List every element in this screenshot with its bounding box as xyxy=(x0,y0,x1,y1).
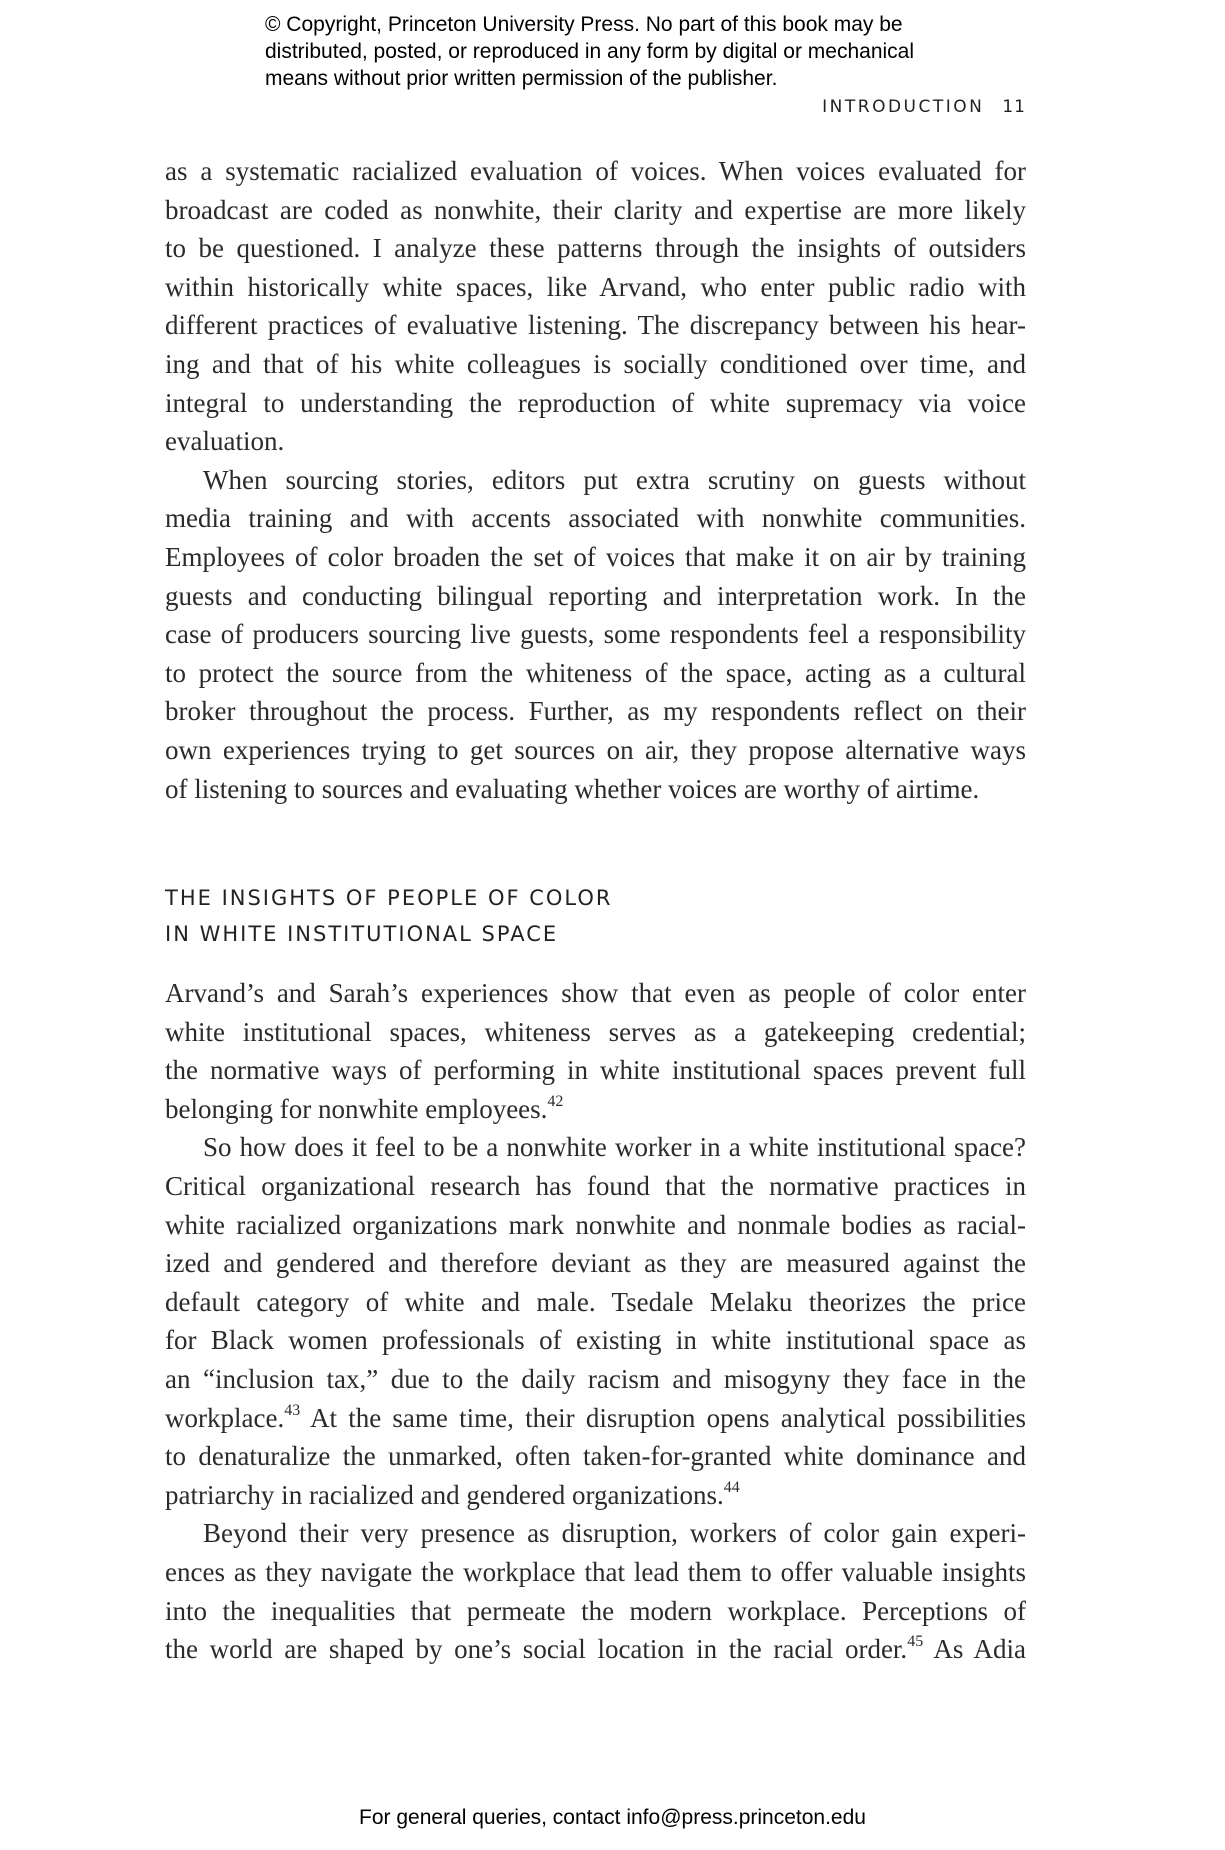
text-run: At the same time, their disruption opens analytical possibilities xyxy=(300,1402,1026,1433)
text-line: Critical organizational research has found that the normative practices in xyxy=(165,1171,1026,1202)
text-line: evaluation. xyxy=(165,426,285,457)
paragraph xyxy=(165,1128,1026,1514)
text-line: to be questioned. I analyze these patterns through the insights of outsiders xyxy=(165,233,1026,264)
text-line: Beyond their very presence as disruption, workers of color gain experi- xyxy=(203,1518,1026,1549)
paragraph xyxy=(165,974,1026,1128)
paragraph xyxy=(165,461,1026,808)
text-line: own experiences trying to get sources on air, they propose alternative ways xyxy=(165,734,1026,765)
text-line: to denaturalize the unmarked, often taken-for-granted white dominance and xyxy=(165,1441,1026,1472)
footnote-ref-43[interactable]: 43 xyxy=(284,1401,301,1419)
text-line: media training and with accents associated with nonwhite communities. xyxy=(165,503,1026,534)
text-line: integral to understanding the reproduction of white supremacy via voice xyxy=(165,387,1026,418)
page-number: 11 xyxy=(1002,97,1026,117)
text-line: Employees of color broaden the set of voices that make it on air by training xyxy=(165,541,1026,572)
text-line xyxy=(165,1399,1026,1438)
footnote-ref-44[interactable]: 44 xyxy=(723,1478,740,1496)
text-line: So how does it feel to be a nonwhite worker in a white institutional space? xyxy=(203,1132,1026,1163)
text-line: as a systematic racialized evaluation of voices. When voices evaluated for xyxy=(165,156,1026,186)
text-line: different practices of evaluative listening. The discrepancy between his hear- xyxy=(165,310,1026,341)
text-line: Arvand’s and Sarah’s experiences show that even as people of color enter xyxy=(165,978,1026,1009)
section-heading-line: IN WHITE INSTITUTIONAL SPACE xyxy=(165,922,559,947)
text-line xyxy=(165,1630,1026,1669)
running-head xyxy=(822,97,1026,117)
body-text xyxy=(165,152,1026,1669)
text-line: into the inequalities that permeate the modern workplace. Perceptions of xyxy=(165,1595,1026,1626)
copyright-line: distributed, posted, or reproduced in any form by digital or mechanical xyxy=(265,40,915,63)
text-run: As Adia xyxy=(923,1634,1027,1665)
running-head-title: INTRODUCTION xyxy=(822,97,985,117)
paragraph xyxy=(165,152,1026,461)
text-line: for Black women professionals of existing in white institutional space as xyxy=(165,1325,1026,1356)
text-line: broadcast are coded as nonwhite, their clarity and expertise are more likely xyxy=(165,194,1026,225)
text-line: ing and that of his white colleagues is socially conditioned over time, and xyxy=(165,348,1026,379)
copyright-line: means without prior written permission of the publisher. xyxy=(265,67,778,90)
text-line: ences as they navigate the workplace that lead them to offer valuable insights xyxy=(165,1557,1026,1587)
footnote-ref-42[interactable]: 42 xyxy=(547,1092,564,1110)
text-line: within historically white spaces, like Arvand, who enter public radio with xyxy=(165,271,1026,302)
copyright-notice xyxy=(265,11,1025,92)
footnote-ref-45[interactable]: 45 xyxy=(907,1633,924,1651)
text-line: of listening to sources and evaluating whether voices are worthy of airtime. xyxy=(165,773,980,804)
copyright-line: © Copyright, Princeton University Press. No part of this book may be xyxy=(265,13,903,36)
text-run: workplace. xyxy=(165,1402,285,1433)
text-run: the world are shaped by one’s social location in the racial order. xyxy=(165,1634,908,1665)
section-heading-line: THE INSIGHTS OF PEOPLE OF COLOR xyxy=(165,886,613,911)
text-line: When sourcing stories, editors put extra scrutiny on guests without xyxy=(203,464,1026,495)
text-line: case of producers sourcing live guests, some respondents feel a responsibility xyxy=(165,619,1026,650)
text-line: default category of white and male. Tsedale Melaku theorizes the price xyxy=(165,1286,1026,1317)
text-line: the normative ways of performing in white institutional spaces prevent full xyxy=(165,1055,1026,1086)
text-run: patriarchy in racialized and gendered organizations. xyxy=(165,1479,724,1510)
text-line: ized and gendered and therefore deviant as they are measured against the xyxy=(165,1248,1026,1279)
text-run: belonging for nonwhite employees. xyxy=(165,1093,548,1124)
footer-contact: For general queries, contact info@press.princeton.edu xyxy=(359,1806,866,1829)
paragraph xyxy=(165,1514,1026,1668)
text-line: broker throughout the process. Further, as my respondents reflect on their xyxy=(165,696,1026,727)
section-heading xyxy=(165,880,1026,952)
text-line: to protect the source from the whiteness of the space, acting as a cultural xyxy=(165,657,1026,688)
text-line: white racialized organizations mark nonwhite and nonmale bodies as racial- xyxy=(165,1209,1026,1240)
text-line xyxy=(165,1090,1026,1129)
text-line: guests and conducting bilingual reporting and interpretation work. In the xyxy=(165,580,1026,611)
text-line xyxy=(165,1476,1026,1515)
text-line: white institutional spaces, whiteness serves as a gatekeeping credential; xyxy=(165,1016,1026,1047)
text-line: an “inclusion tax,” due to the daily racism and misogyny they face in the xyxy=(165,1364,1026,1395)
